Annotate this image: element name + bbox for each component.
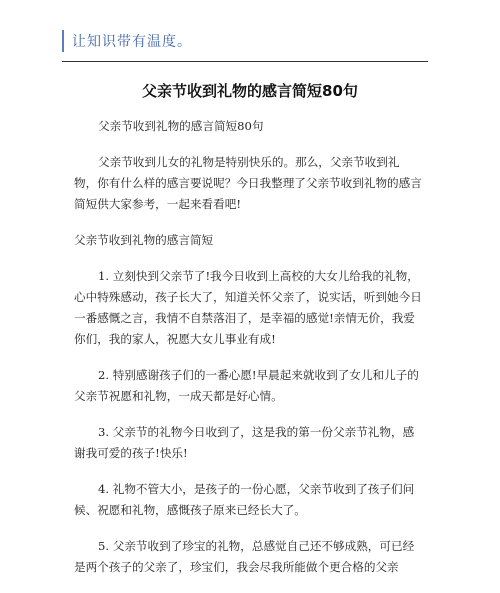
quote-paragraph-2: 2. 特别感谢孩子们的一番心愿!早晨起来就收到了女儿和儿子的父亲节祝愿和礼物，一成天都是好心情。 — [74, 368, 419, 403]
header-accent-bar — [62, 30, 64, 52]
quote-paragraph-1: 1. 立刻快到父亲节了!我今日收到上高校的大女儿给我的礼物，心中特殊感动，孩子长大了，知道关怀父亲了，说实话，听到她今日一番感慨之言，我情不自禁落泪了，是幸福的感觉!亲情无价，我爱你们，我的家人，祝愿大女儿事业有成! — [74, 269, 422, 346]
section-heading: 父亲节收到礼物的感言简短 — [74, 233, 214, 247]
page-header — [62, 30, 192, 52]
quote-paragraph-5: 5. 父亲节收到了珍宝的礼物，总感觉自己还不够成熟，可已经是两个孩子的父亲了，珍宝们，我会尽我所能做个更合格的父亲 — [74, 539, 415, 574]
document-title: 父亲节收到礼物的感言简短80句 — [142, 82, 358, 100]
quote-paragraph-3: 3. 父亲节的礼物今日收到了，这是我的第一份父亲节礼物，感谢我可爱的孩子!快乐! — [74, 425, 415, 460]
header-divider — [62, 61, 428, 62]
document-body — [74, 116, 422, 593]
quote-paragraph-4: 4. 礼物不管大小，是孩子的一份心愿，父亲节收到了孩子们问候、祝愿和礼物，感慨孩子原来已经长大了。 — [74, 482, 415, 517]
header-slogan: 让知识带有温度。 — [72, 34, 192, 50]
intro-paragraph: 父亲节收到儿女的礼物是特别快乐的。那么，父亲节收到礼物，你有什么样的感言要说呢？今日我整理了父亲节收到礼物的感言简短供大家参考，一起来看看吧! — [74, 155, 422, 211]
subtitle-paragraph: 父亲节收到礼物的感言简短80句 — [98, 119, 264, 133]
